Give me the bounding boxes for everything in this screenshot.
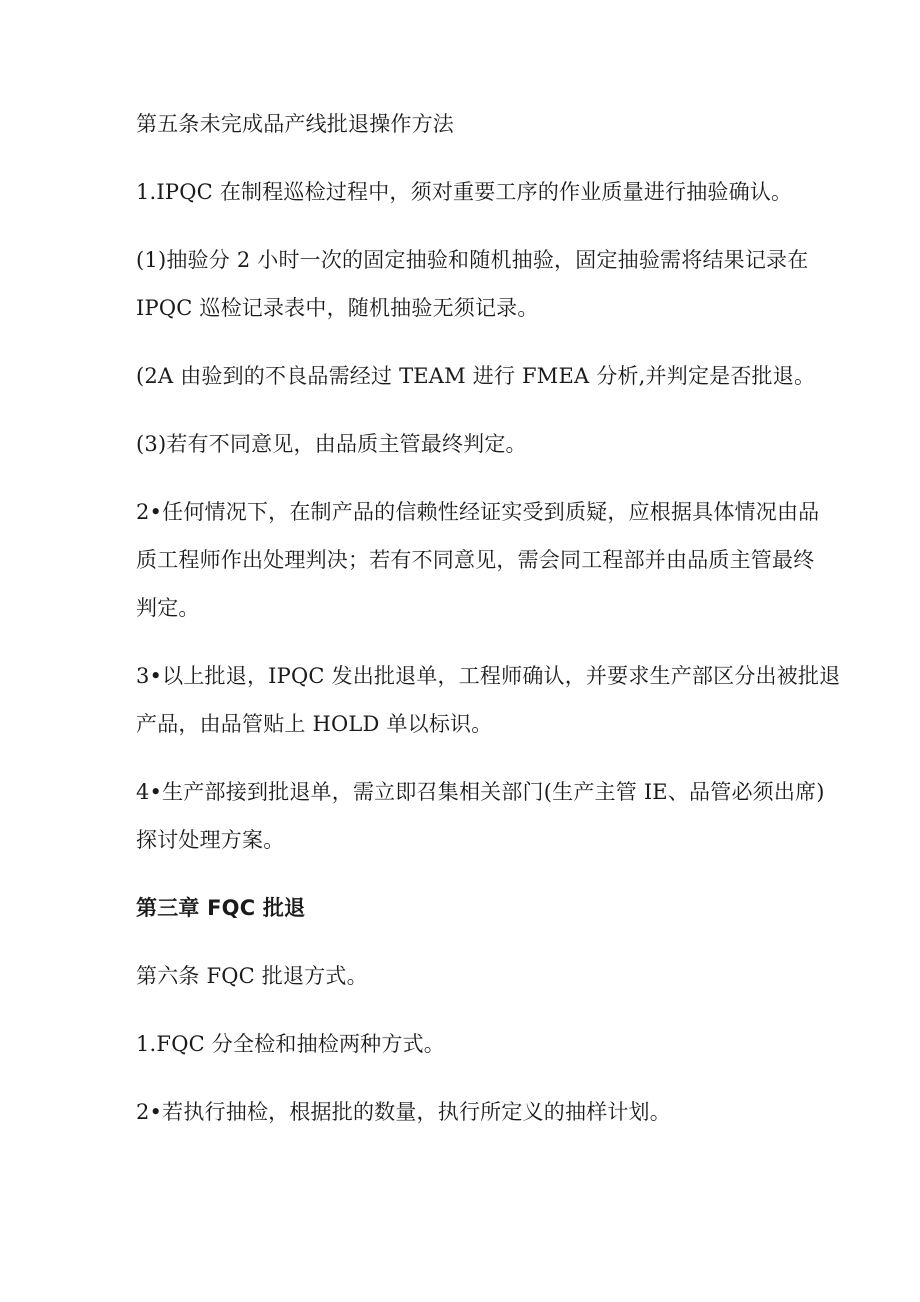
text-line: 4•生产部接到批退单，需立即召集相关部门(生产主管 IE、品管必须出席) [136,780,825,804]
article-6-paragraph-1 [136,1020,796,1068]
article-6-paragraph-2 [136,1088,796,1136]
text-line: 产品，由品管贴上 HOLD 单以标识。 [136,712,493,736]
paragraph-1-3 [136,420,796,468]
article-5-title [136,100,796,148]
text-line: 第五条未完成品产线批退操作方法 [136,112,454,136]
paragraph-1-1 [136,236,809,332]
article-6-title [136,952,796,1000]
text-line: (3)若有不同意见，由品质主管最终判定。 [136,432,527,456]
chapter-3-heading [136,884,796,932]
text-line: 探讨处理方案。 [136,828,285,852]
text-line: 第六条 FQC 批退方式。 [136,964,368,988]
heading-text: 第三章 FQC 批退 [136,896,306,920]
text-line: 2•任何情况下，在制产品的信赖性经证实受到质疑，应根据具体情况由品 [136,500,820,524]
text-line: (1)抽验分 2 小时一次的固定抽验和随机抽验，固定抽验需将结果记录在 [136,248,809,272]
paragraph-1-2 [136,352,816,400]
document-body [136,100,841,1156]
paragraph-1 [136,168,796,216]
text-line: 质工程师作出处理判决；若有不同意见，需会同工程部并由品质主管最终 [136,548,815,572]
text-line: 1.FQC 分全检和抽检两种方式。 [136,1032,445,1056]
text-line: IPQC 巡检记录表中，随机抽验无须记录。 [136,296,539,320]
text-line: 判定。 [136,596,200,620]
text-line: 2•若执行抽检，根据批的数量，执行所定义的抽样计划。 [136,1100,671,1124]
paragraph-3 [136,652,841,748]
paragraph-2 [136,488,820,632]
text-line: 3•以上批退，IPQC 发出批退单，工程师确认，并要求生产部区分出被批退 [136,664,841,688]
text-line: (2A 由验到的不良品需经过 TEAM 进行 FMEA 分析,并判定是否批退。 [136,364,816,388]
text-line: 1.IPQC 在制程巡检过程中，须对重要工序的作业质量进行抽验确认。 [136,180,793,204]
paragraph-4 [136,768,825,864]
